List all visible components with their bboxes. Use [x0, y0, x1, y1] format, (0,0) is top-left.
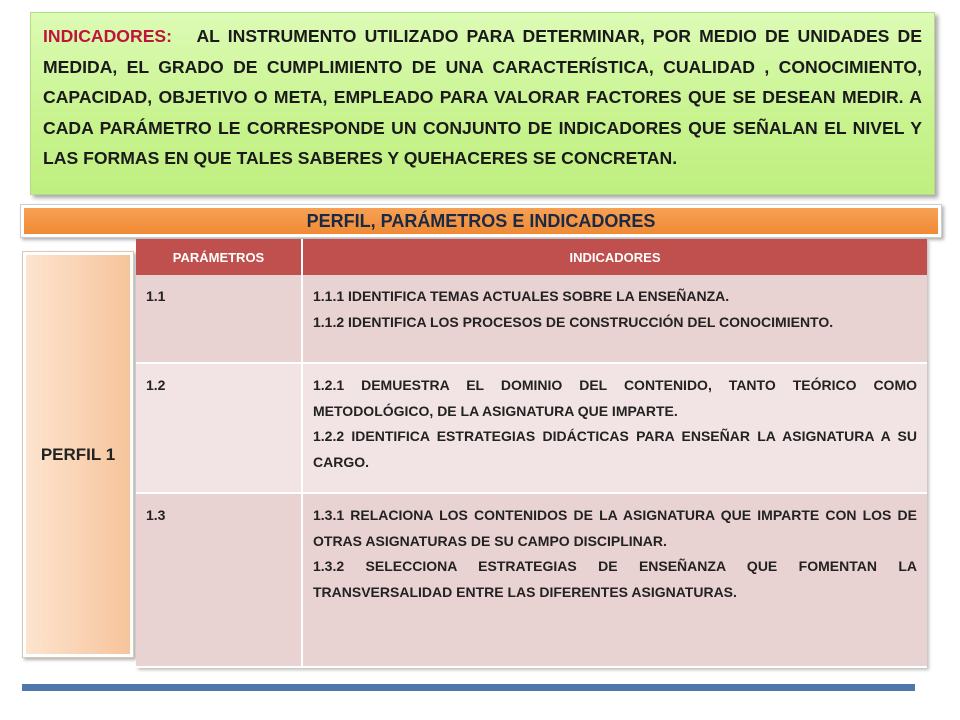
parameters-table: [136, 239, 927, 668]
section-title-bar: [20, 204, 942, 238]
indicators-cell: [302, 275, 927, 363]
param-cell: 1.3: [136, 493, 302, 667]
perfil-box: [22, 251, 134, 658]
table-row: [136, 275, 927, 363]
indicator-item: 1.2.1 DEMUESTRA EL DOMINIO DEL CONTENIDO, TANTO TEÓRICO COMO METODOLÓGICO, DE LA ASIGNATURA QUE IMPARTE.: [313, 377, 917, 419]
table-header-row: [136, 239, 927, 275]
indicator-item: 1.1.2 IDENTIFICA LOS PROCESOS DE CONSTRUCCIÓN DEL CONOCIMIENTO.: [313, 313, 834, 330]
header-indicadores: INDICADORES: [302, 239, 927, 275]
definition-box: [30, 12, 935, 195]
indicator-item: 1.3.2 SELECCIONA ESTRATEGIAS DE ENSEÑANZA QUE FOMENTAN LA TRANSVERSALIDAD ENTRE LAS DIFERENTES ASIGNATURAS.: [313, 558, 917, 600]
definition-text: AL INSTRUMENTO UTILIZADO PARA DETERMINAR, POR MEDIO DE UNIDADES DE MEDIDA, EL GRADO DE CUMPLIMIENTO DE UNA CARACTERÍSTICA, CUALIDAD , CONOCIMIENTO, CAPACIDAD, OBJETIVO O META, EMPLEADO PARA VALORAR FACTORES QUE SE DESEAN MEDIR. A CADA PARÁMETRO LE CORRESPONDE UN CONJUNTO DE INDICADORES QUE SEÑALAN EL NIVEL Y LAS FORMAS EN QUE TALES SABERES Y QUEHACERES SE CONCRETAN.: [43, 26, 922, 168]
perfil-label: PERFIL 1: [26, 255, 130, 654]
indicator-item: 1.1.1 IDENTIFICA TEMAS ACTUALES SOBRE LA ENSEÑANZA.: [313, 288, 730, 304]
bottom-rule: [22, 684, 915, 691]
indicator-item: 1.3.1 RELACIONA LOS CONTENIDOS DE LA ASIGNATURA QUE IMPARTE CON LOS DE OTRAS ASIGNATURAS DE SU CAMPO DISCIPLINAR.: [313, 507, 917, 549]
table-row: [136, 363, 927, 493]
indicator-item: 1.2.2 IDENTIFICA ESTRATEGIAS DIDÁCTICAS PARA ENSEÑAR LA ASIGNATURA A SU CARGO.: [313, 428, 917, 470]
indicators-cell: [302, 363, 927, 493]
param-cell: 1.1: [136, 275, 302, 363]
param-cell: 1.2: [136, 363, 302, 493]
indicators-cell: [302, 493, 927, 667]
table-row: [136, 493, 927, 667]
section-title: PERFIL, PARÁMETROS E INDICADORES: [24, 208, 938, 234]
header-parametros: PARÁMETROS: [136, 239, 302, 275]
definition-label: INDICADORES:: [43, 26, 173, 46]
